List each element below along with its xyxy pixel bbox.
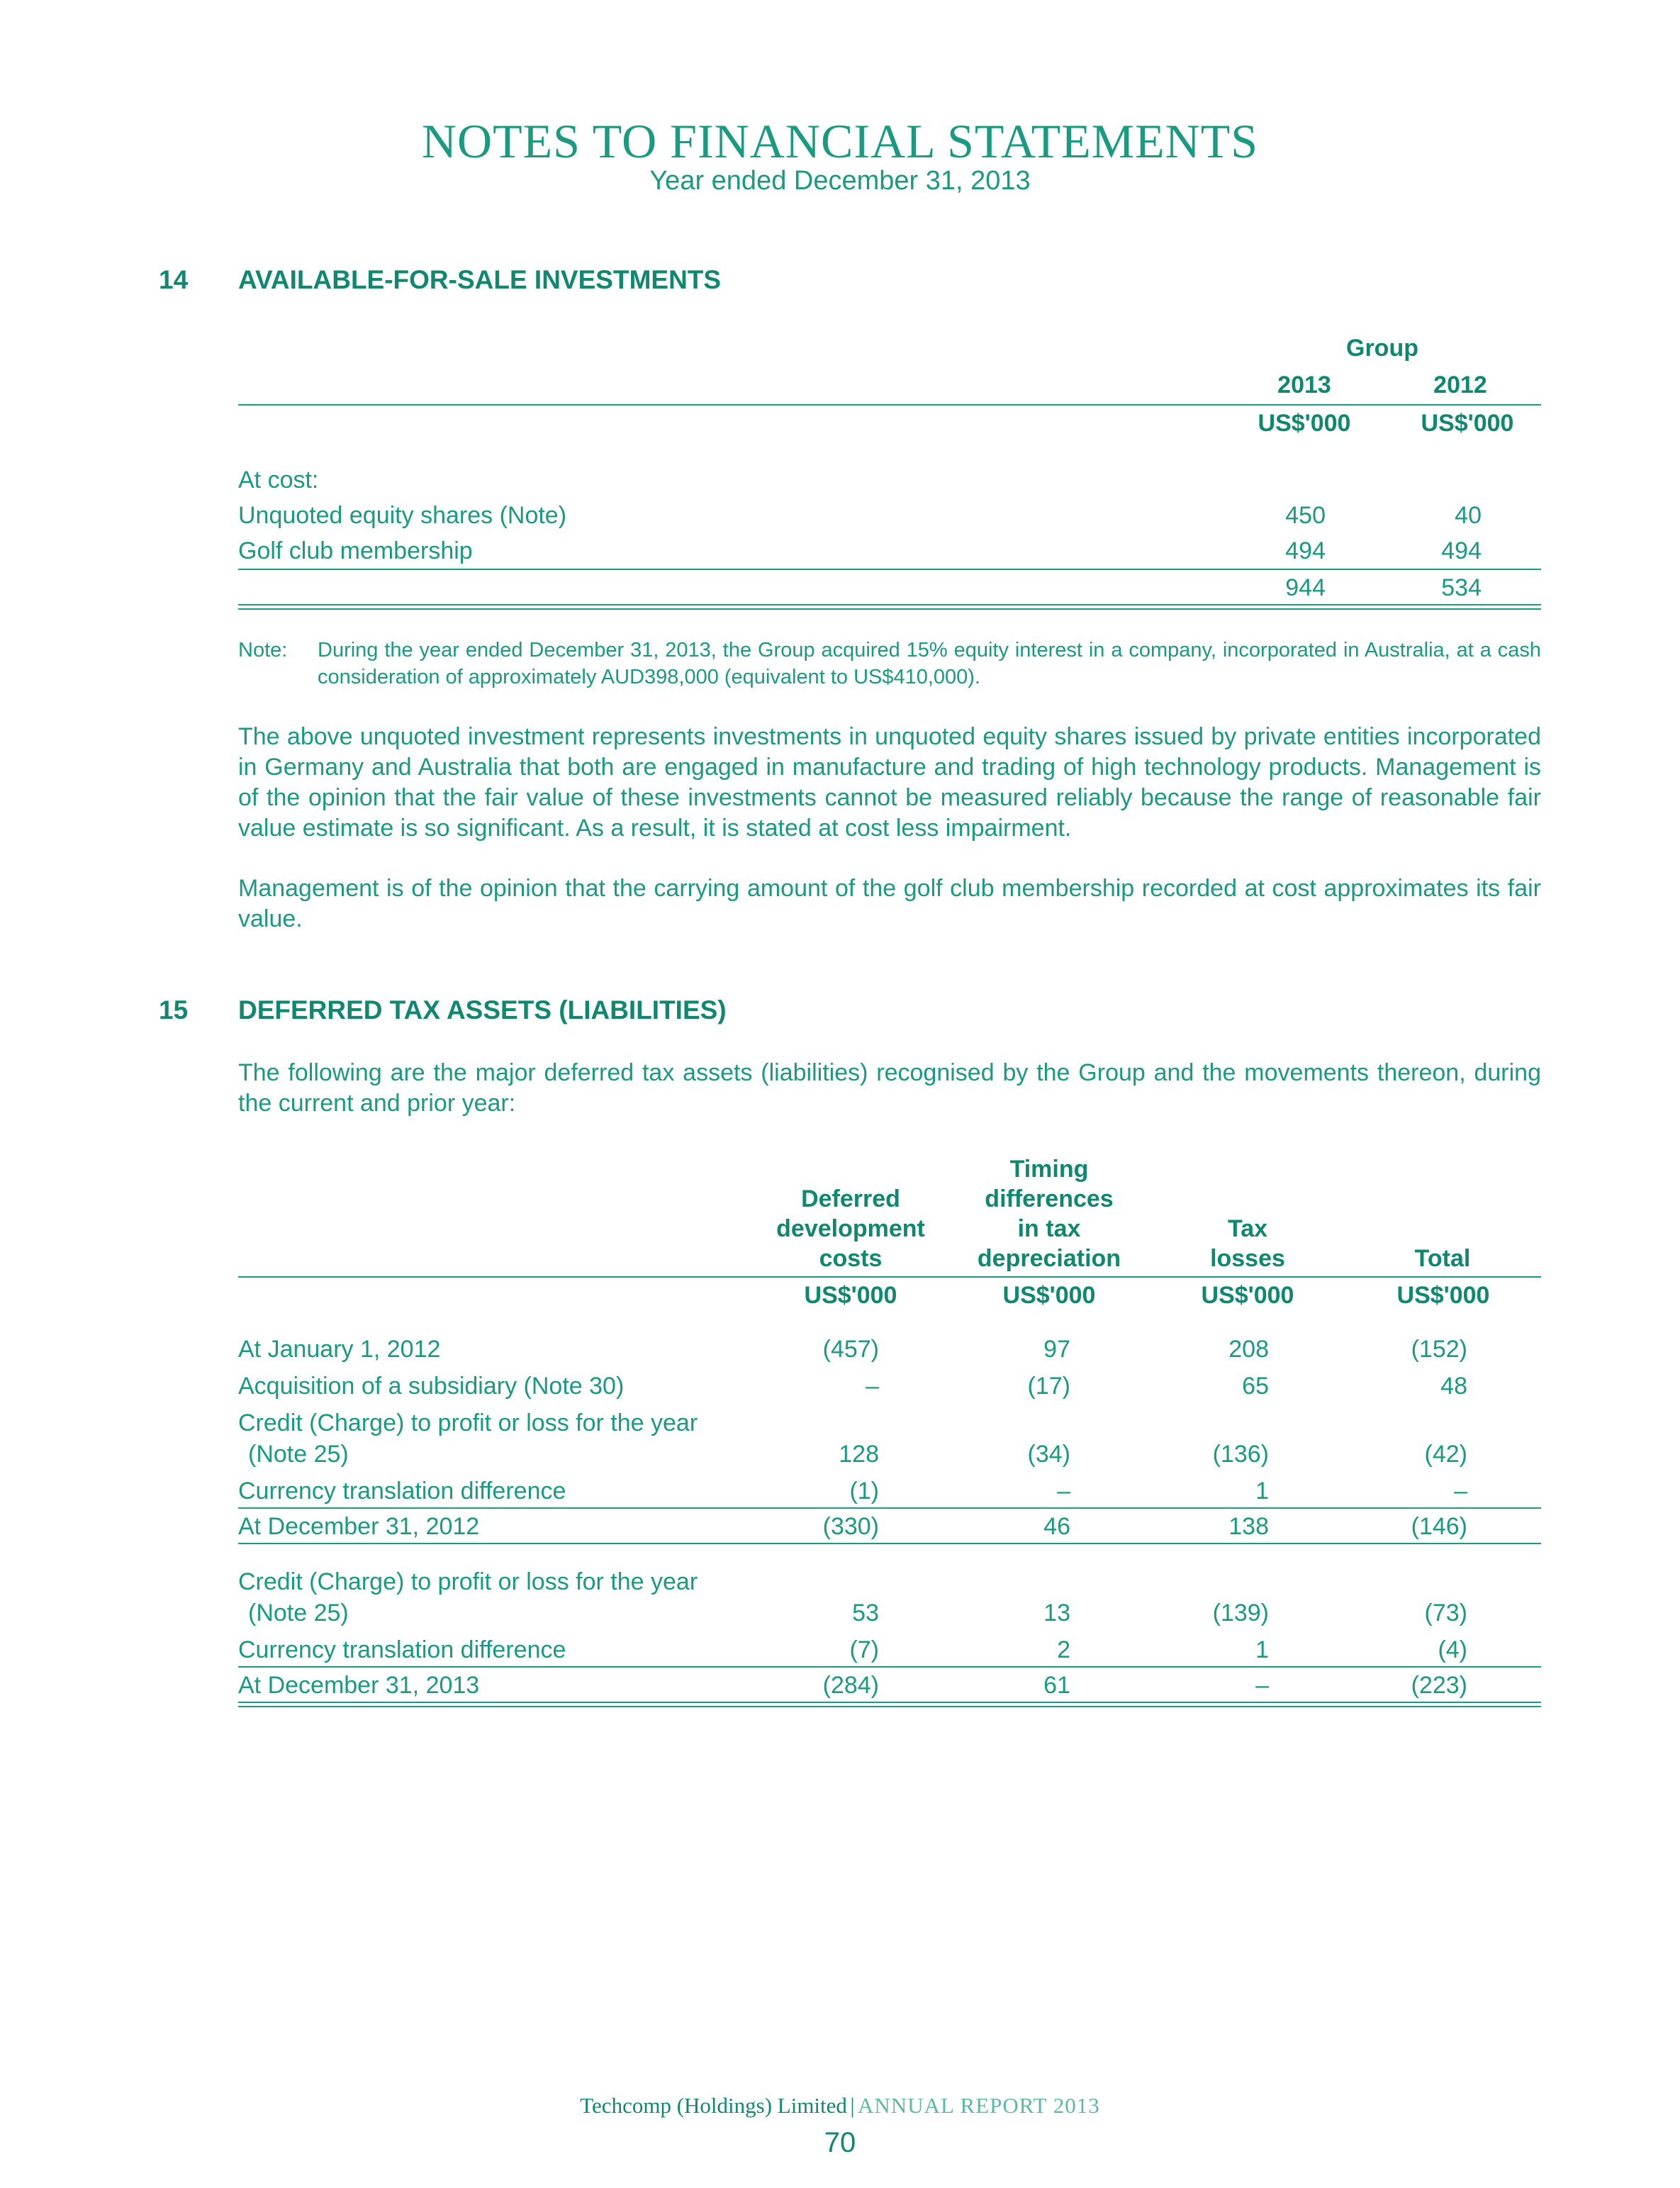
table-cell: – <box>1057 1478 1070 1505</box>
paragraph: Management is of the opinion that the carrying amount of the golf club membership recorded at cost approximates its fair value. <box>238 875 1541 932</box>
table-row-label: Credit (Charge) to profit or loss for the year <box>238 1568 698 1595</box>
unit-header: US$'000 <box>1201 1282 1294 1309</box>
paragraph: The above unquoted investment represents investments in unquoted equity shares issued by private entities incorporated in Germany and Australia that both are engaged in manufacture and trading of high technology products. Management is of the opinion that the fair value of these investments cannot be measured reliably because the range of reasonable fair value estimate is so significant. As a result, it is stated at cost less impairment. <box>238 723 1541 842</box>
unit-header: US$'000 <box>1002 1282 1096 1309</box>
footer <box>0 2093 1680 2119</box>
unit-header: US$'000 <box>1396 1282 1490 1309</box>
table-row-label: At December 31, 2013 <box>238 1672 480 1699</box>
column-header: Timing differences in tax depreciation <box>977 1156 1121 1272</box>
divider <box>238 1507 1541 1509</box>
footer-separator: | <box>850 2093 855 2118</box>
table-cell: 138 <box>1228 1513 1269 1540</box>
table-cell: 208 <box>1228 1336 1269 1363</box>
table-row-label: Currency translation difference <box>238 1478 566 1505</box>
at-cost-label: At cost: <box>238 467 319 493</box>
table-cell: (223) <box>1411 1672 1467 1699</box>
note-text: During the year ended December 31, 2013, the Group acquired 15% equity interest in a company, incorporated in Australia, at a cash consideration of approximately AUD398,000 (equivalent to US$410,000). <box>318 639 1541 688</box>
table-cell: (457) <box>822 1336 879 1363</box>
total-cell: 944 <box>1285 574 1326 601</box>
table-cell: 494 <box>1441 537 1482 564</box>
table-cell: 450 <box>1285 502 1326 529</box>
table-row-label: Currency translation difference <box>238 1636 566 1663</box>
unit-2012-header: US$'000 <box>1421 410 1514 437</box>
table-cell: 97 <box>1043 1336 1070 1363</box>
table-cell: 65 <box>1242 1373 1269 1400</box>
table-cell: (139) <box>1212 1600 1269 1626</box>
note-label: Note: <box>238 639 288 662</box>
table-cell: 494 <box>1285 537 1326 564</box>
table-cell: (152) <box>1411 1336 1467 1363</box>
year-2012-header: 2012 <box>1433 372 1487 398</box>
table-row-label: (Note 25) <box>248 1441 349 1468</box>
table-cell: (4) <box>1438 1636 1467 1663</box>
column-header: Tax losses <box>1210 1215 1285 1272</box>
unit-header: US$'000 <box>804 1282 897 1309</box>
footer-company: Techcomp (Holdings) Limited <box>580 2093 847 2118</box>
section-15-number: 15 <box>159 995 189 1025</box>
divider <box>238 404 1541 406</box>
section-15-title: DEFERRED TAX ASSETS (LIABILITIES) <box>238 995 727 1025</box>
page-subtitle: Year ended December 31, 2013 <box>649 166 1031 196</box>
table-cell: 40 <box>1455 502 1482 529</box>
table-cell: (17) <box>1027 1373 1070 1400</box>
column-header: Total <box>1414 1245 1471 1272</box>
table-cell: (284) <box>822 1672 879 1699</box>
double-divider <box>238 1702 1541 1707</box>
table-cell: (42) <box>1424 1441 1467 1468</box>
section-14-number: 14 <box>159 265 189 294</box>
table-cell: – <box>1454 1478 1467 1505</box>
table-row-label: At January 1, 2012 <box>238 1336 441 1363</box>
table-cell: (1) <box>849 1478 879 1505</box>
total-cell: 534 <box>1441 574 1482 601</box>
table-cell: 1 <box>1255 1636 1269 1663</box>
group-header: Group <box>1346 335 1418 362</box>
table-cell: 128 <box>839 1441 879 1468</box>
footer-report: ANNUAL REPORT 2013 <box>858 2093 1100 2118</box>
table-row-label: At December 31, 2012 <box>238 1513 480 1540</box>
table-cell: (34) <box>1027 1441 1070 1468</box>
page-number: 70 <box>824 2127 856 2158</box>
table-cell: (73) <box>1424 1600 1467 1626</box>
double-divider <box>238 604 1541 610</box>
table-cell: 13 <box>1043 1600 1070 1626</box>
table-cell: 53 <box>852 1600 879 1626</box>
year-2013-header: 2013 <box>1277 372 1331 398</box>
table-row-label: Acquisition of a subsidiary (Note 30) <box>238 1373 625 1400</box>
table-row-label: (Note 25) <box>248 1600 349 1626</box>
table-cell: – <box>1255 1672 1269 1699</box>
table-cell: 61 <box>1043 1672 1070 1699</box>
paragraph: The following are the major deferred tax assets (liabilities) recognised by the Group and the movements thereon, during the current and prior year: <box>238 1059 1541 1117</box>
divider <box>238 569 1541 570</box>
table-cell: 2 <box>1057 1636 1070 1663</box>
table-row-label: Unquoted equity shares (Note) <box>238 502 567 529</box>
column-header: Deferred development costs <box>776 1185 925 1272</box>
table-cell: 48 <box>1440 1373 1467 1400</box>
table-cell: – <box>866 1373 879 1400</box>
table-cell: (146) <box>1411 1513 1467 1540</box>
table-cell: 46 <box>1043 1513 1070 1540</box>
divider <box>238 1543 1541 1544</box>
page-title: NOTES TO FINANCIAL STATEMENTS <box>421 114 1259 168</box>
table-cell: (136) <box>1212 1441 1269 1468</box>
section-14-title: AVAILABLE-FOR-SALE INVESTMENTS <box>238 265 722 294</box>
divider <box>238 1666 1541 1668</box>
table-row-label: Credit (Charge) to profit or loss for the year <box>238 1410 698 1436</box>
table-cell: 1 <box>1255 1478 1269 1505</box>
table-cell: (7) <box>849 1636 879 1663</box>
unit-2013-header: US$'000 <box>1258 410 1351 437</box>
divider <box>238 1276 1541 1278</box>
table-row-label: Golf club membership <box>238 537 473 564</box>
table-cell: (330) <box>822 1513 879 1540</box>
